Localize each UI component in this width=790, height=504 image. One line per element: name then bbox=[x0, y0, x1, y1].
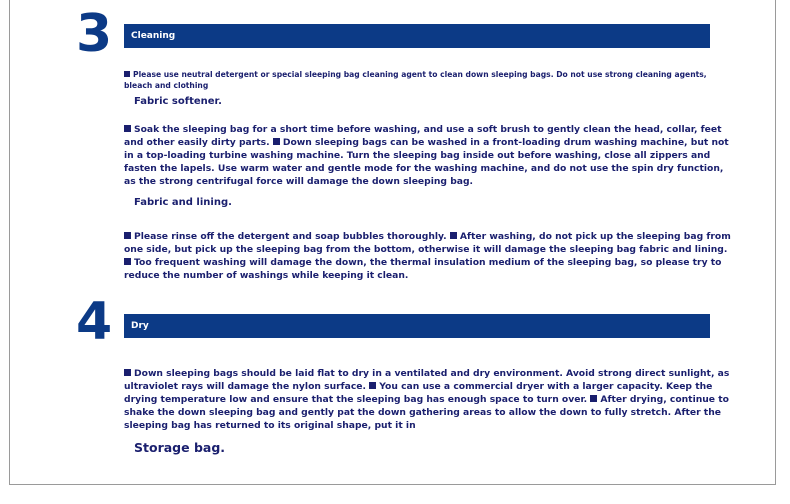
bullet-square-icon bbox=[590, 395, 597, 402]
bullet-square-icon bbox=[124, 258, 131, 265]
bullet-square-icon bbox=[124, 125, 131, 132]
section-title-dry: Dry bbox=[124, 314, 710, 338]
cleaning-subheading-fabric-softener: Fabric softener. bbox=[134, 96, 222, 107]
dry-text-1c: After drying, continue to shake the down sleeping bag and gently pat the down gathering areas to allow the down to fully stretch. After the sleeping bag has returned to its original shape, put it in bbox=[124, 394, 729, 431]
cleaning-text-2a: Soak the sleeping bag for a short time before washing, and use a soft brush to gently clean the head, collar, feet and other easily dirty parts. bbox=[124, 124, 722, 148]
bullet-square-icon bbox=[124, 369, 131, 376]
bullet-square-icon bbox=[124, 232, 131, 239]
cleaning-paragraph-3 bbox=[124, 230, 736, 282]
cleaning-paragraph-1 bbox=[124, 69, 736, 91]
cleaning-text-3b: After washing, do not pick up the sleeping bag from one side, but pick up the sleeping bag from the bottom, otherwise it will damage the sleeping bag fabric and lining. bbox=[124, 231, 731, 255]
cleaning-text-1: Please use neutral detergent or special sleeping bag cleaning agent to clean down sleeping bags. Do not use strong cleaning agents, bleach and clothing bbox=[124, 70, 707, 90]
cleaning-subheading-fabric-lining: Fabric and lining. bbox=[134, 197, 232, 208]
section-number-4: 4 bbox=[76, 292, 112, 352]
cleaning-text-3c: Too frequent washing will damage the down, the thermal insulation medium of the sleeping bag, so please try to reduce the number of washings while keeping it clean. bbox=[124, 257, 722, 281]
section-title-cleaning: Cleaning bbox=[124, 24, 710, 48]
bullet-square-icon bbox=[369, 382, 376, 389]
cleaning-paragraph-2 bbox=[124, 123, 736, 188]
dry-subheading-storage-bag: Storage bag. bbox=[134, 440, 226, 455]
dry-text-1b: You can use a commercial dryer with a larger capacity. Keep the drying temperature low and ensure that the sleeping bag has enough space to turn over. bbox=[124, 381, 713, 405]
cleaning-text-2b: Down sleeping bags can be washed in a front-loading drum washing machine, but not in a top-loading turbine washing machine. Turn the sleeping bag inside out before washing, close all zippers and fasten the lapels. Use warm water and gentle mode for the washing machine, and do not use the spin dry function, as the strong centrifugal force will damage the down sleeping bag. bbox=[124, 137, 729, 187]
bullet-square-icon bbox=[273, 138, 280, 145]
section-number-3: 3 bbox=[76, 4, 112, 64]
dry-paragraph-1 bbox=[124, 367, 736, 432]
cleaning-text-3a: Please rinse off the detergent and soap bubbles thoroughly. bbox=[134, 231, 447, 242]
bullet-square-icon bbox=[450, 232, 457, 239]
bullet-square-icon bbox=[124, 71, 130, 77]
dry-text-1a: Down sleeping bags should be laid flat to dry in a ventilated and dry environment. Avoid strong direct sunlight, as ultraviolet rays will damage the nylon surface. bbox=[124, 368, 730, 392]
